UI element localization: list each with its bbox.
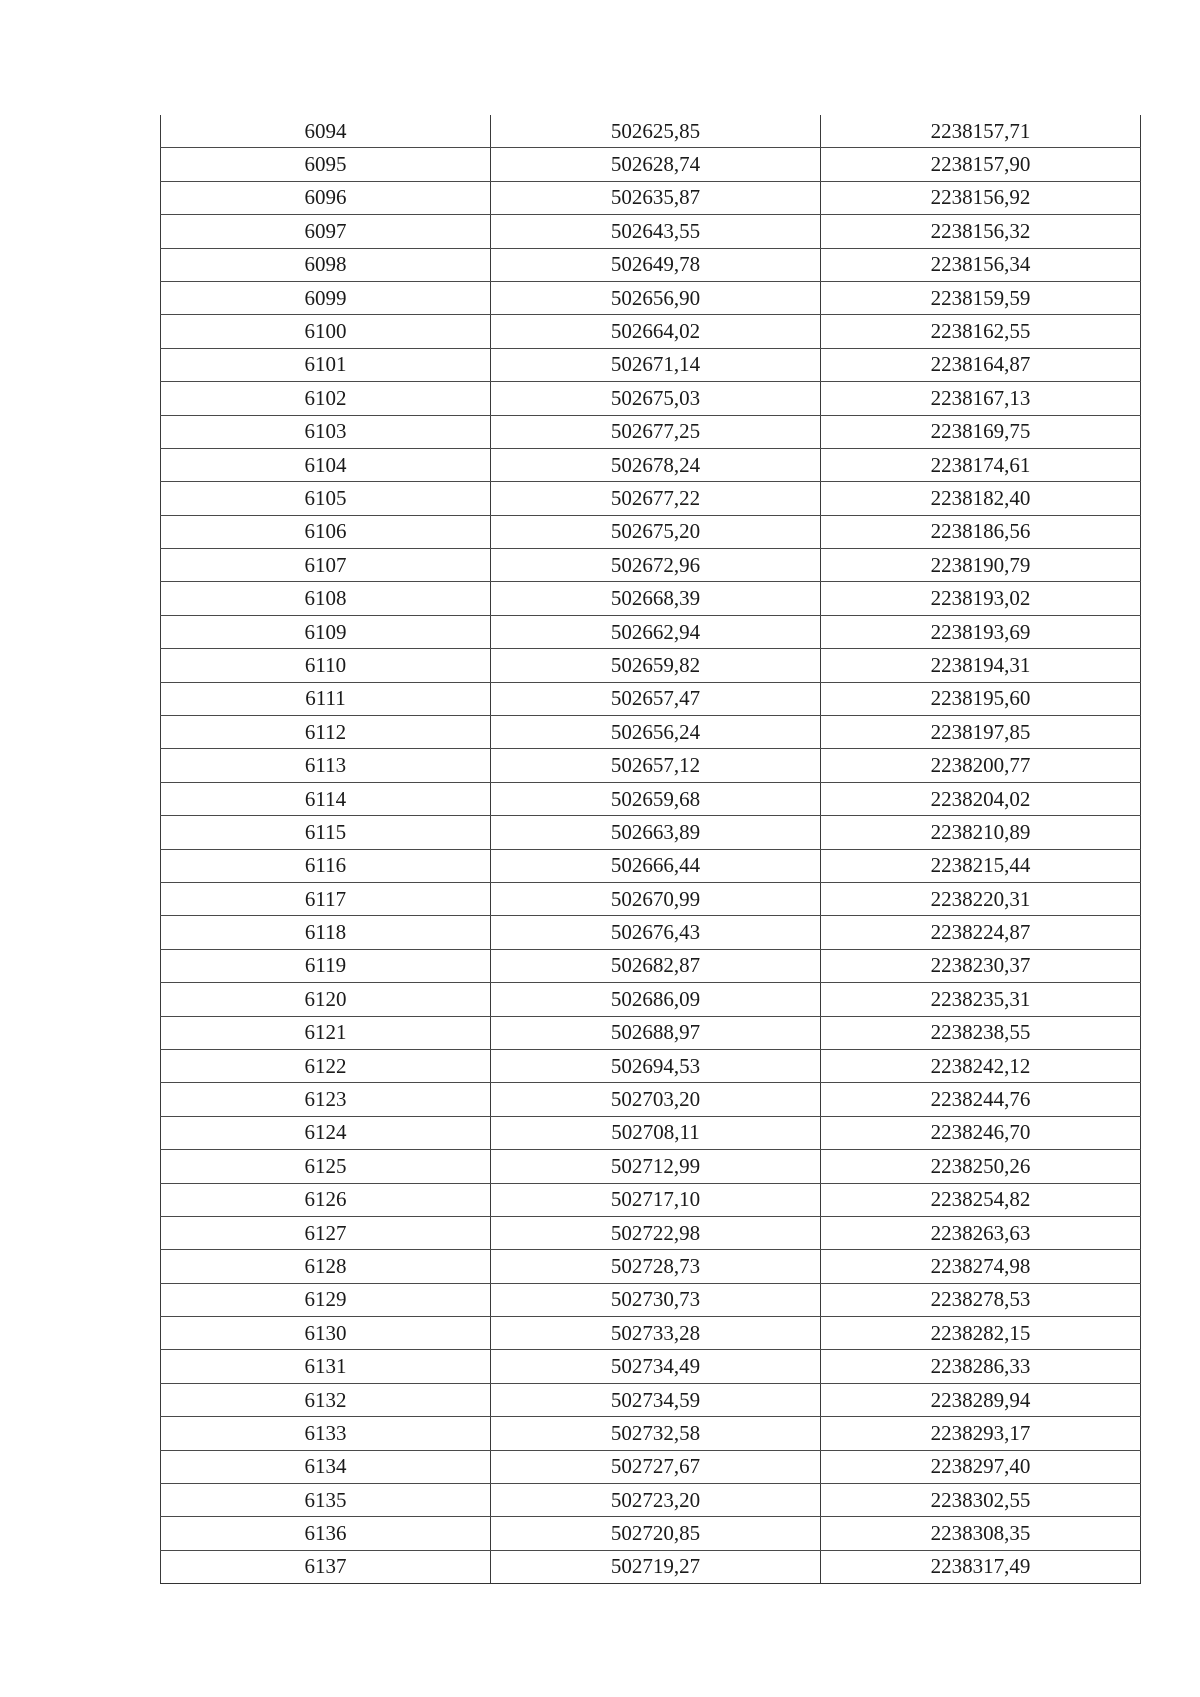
- x-coordinate-cell: 502671,14: [491, 348, 821, 381]
- point-number-cell: 6130: [161, 1317, 491, 1350]
- x-coordinate-cell: 502686,09: [491, 983, 821, 1016]
- table-row: [161, 1049, 1141, 1082]
- point-number-cell: 6105: [161, 482, 491, 515]
- x-coordinate-cell: 502625,85: [491, 115, 821, 148]
- y-coordinate-cell: 2238157,71: [821, 115, 1141, 148]
- x-coordinate-cell: 502730,73: [491, 1283, 821, 1316]
- x-coordinate-cell: 502659,82: [491, 649, 821, 682]
- table-row: [161, 582, 1141, 615]
- point-number-cell: 6113: [161, 749, 491, 782]
- x-coordinate-cell: 502656,24: [491, 716, 821, 749]
- point-number-cell: 6096: [161, 181, 491, 214]
- point-number-cell: 6111: [161, 682, 491, 715]
- point-number-cell: 6100: [161, 315, 491, 348]
- y-coordinate-cell: 2238190,79: [821, 549, 1141, 582]
- table-row: [161, 983, 1141, 1016]
- y-coordinate-cell: 2238164,87: [821, 348, 1141, 381]
- y-coordinate-cell: 2238159,59: [821, 281, 1141, 314]
- table-row: [161, 615, 1141, 648]
- point-number-cell: 6114: [161, 782, 491, 815]
- y-coordinate-cell: 2238156,34: [821, 248, 1141, 281]
- point-number-cell: 6106: [161, 515, 491, 548]
- point-number-cell: 6135: [161, 1484, 491, 1517]
- x-coordinate-cell: 502668,39: [491, 582, 821, 615]
- table-row: [161, 1350, 1141, 1383]
- x-coordinate-cell: 502672,96: [491, 549, 821, 582]
- point-number-cell: 6134: [161, 1450, 491, 1483]
- x-coordinate-cell: 502649,78: [491, 248, 821, 281]
- point-number-cell: 6112: [161, 716, 491, 749]
- x-coordinate-cell: 502666,44: [491, 849, 821, 882]
- point-number-cell: 6109: [161, 615, 491, 648]
- table-row: [161, 916, 1141, 949]
- y-coordinate-cell: 2238182,40: [821, 482, 1141, 515]
- point-number-cell: 6120: [161, 983, 491, 1016]
- x-coordinate-cell: 502659,68: [491, 782, 821, 815]
- y-coordinate-cell: 2238235,31: [821, 983, 1141, 1016]
- y-coordinate-cell: 2238286,33: [821, 1350, 1141, 1383]
- x-coordinate-cell: 502657,47: [491, 682, 821, 715]
- point-number-cell: 6127: [161, 1216, 491, 1249]
- point-number-cell: 6123: [161, 1083, 491, 1116]
- table-row: [161, 482, 1141, 515]
- table-row: [161, 782, 1141, 815]
- y-coordinate-cell: 2238317,49: [821, 1550, 1141, 1583]
- x-coordinate-cell: 502643,55: [491, 215, 821, 248]
- point-number-cell: 6132: [161, 1383, 491, 1416]
- point-number-cell: 6097: [161, 215, 491, 248]
- table-row: [161, 1216, 1141, 1249]
- coordinates-table: [160, 115, 1141, 1584]
- table-row: [161, 849, 1141, 882]
- point-number-cell: 6137: [161, 1550, 491, 1583]
- x-coordinate-cell: 502657,12: [491, 749, 821, 782]
- y-coordinate-cell: 2238263,63: [821, 1216, 1141, 1249]
- y-coordinate-cell: 2238250,26: [821, 1150, 1141, 1183]
- point-number-cell: 6107: [161, 549, 491, 582]
- y-coordinate-cell: 2238162,55: [821, 315, 1141, 348]
- table-row: [161, 148, 1141, 181]
- y-coordinate-cell: 2238193,02: [821, 582, 1141, 615]
- point-number-cell: 6104: [161, 448, 491, 481]
- x-coordinate-cell: 502734,49: [491, 1350, 821, 1383]
- table-row: [161, 1383, 1141, 1416]
- x-coordinate-cell: 502677,25: [491, 415, 821, 448]
- table-row: [161, 1317, 1141, 1350]
- y-coordinate-cell: 2238230,37: [821, 949, 1141, 982]
- point-number-cell: 6126: [161, 1183, 491, 1216]
- y-coordinate-cell: 2238186,56: [821, 515, 1141, 548]
- table-row: [161, 1150, 1141, 1183]
- point-number-cell: 6116: [161, 849, 491, 882]
- y-coordinate-cell: 2238210,89: [821, 816, 1141, 849]
- y-coordinate-cell: 2238200,77: [821, 749, 1141, 782]
- x-coordinate-cell: 502688,97: [491, 1016, 821, 1049]
- point-number-cell: 6118: [161, 916, 491, 949]
- table-row: [161, 448, 1141, 481]
- y-coordinate-cell: 2238195,60: [821, 682, 1141, 715]
- x-coordinate-cell: 502664,02: [491, 315, 821, 348]
- y-coordinate-cell: 2238278,53: [821, 1283, 1141, 1316]
- x-coordinate-cell: 502662,94: [491, 615, 821, 648]
- y-coordinate-cell: 2238174,61: [821, 448, 1141, 481]
- y-coordinate-cell: 2238220,31: [821, 882, 1141, 915]
- point-number-cell: 6119: [161, 949, 491, 982]
- x-coordinate-cell: 502708,11: [491, 1116, 821, 1149]
- y-coordinate-cell: 2238289,94: [821, 1383, 1141, 1416]
- point-number-cell: 6102: [161, 382, 491, 415]
- x-coordinate-cell: 502720,85: [491, 1517, 821, 1550]
- x-coordinate-cell: 502635,87: [491, 181, 821, 214]
- y-coordinate-cell: 2238246,70: [821, 1116, 1141, 1149]
- table-row: [161, 215, 1141, 248]
- x-coordinate-cell: 502675,03: [491, 382, 821, 415]
- y-coordinate-cell: 2238238,55: [821, 1016, 1141, 1049]
- table-row: [161, 1517, 1141, 1550]
- table-row: [161, 949, 1141, 982]
- y-coordinate-cell: 2238242,12: [821, 1049, 1141, 1082]
- y-coordinate-cell: 2238297,40: [821, 1450, 1141, 1483]
- y-coordinate-cell: 2238215,44: [821, 849, 1141, 882]
- y-coordinate-cell: 2238197,85: [821, 716, 1141, 749]
- y-coordinate-cell: 2238254,82: [821, 1183, 1141, 1216]
- x-coordinate-cell: 502703,20: [491, 1083, 821, 1116]
- point-number-cell: 6131: [161, 1350, 491, 1383]
- table-row: [161, 1450, 1141, 1483]
- table-row: [161, 1183, 1141, 1216]
- point-number-cell: 6115: [161, 816, 491, 849]
- table-row: [161, 1550, 1141, 1583]
- table-row: [161, 549, 1141, 582]
- point-number-cell: 6101: [161, 348, 491, 381]
- table-row: [161, 1250, 1141, 1283]
- table-row: [161, 1116, 1141, 1149]
- table-row: [161, 1484, 1141, 1517]
- x-coordinate-cell: 502670,99: [491, 882, 821, 915]
- table-row: [161, 1417, 1141, 1450]
- table-row: [161, 248, 1141, 281]
- table-row: [161, 181, 1141, 214]
- x-coordinate-cell: 502678,24: [491, 448, 821, 481]
- table-row: [161, 649, 1141, 682]
- table-row: [161, 315, 1141, 348]
- y-coordinate-cell: 2238282,15: [821, 1317, 1141, 1350]
- y-coordinate-cell: 2238308,35: [821, 1517, 1141, 1550]
- y-coordinate-cell: 2238167,13: [821, 382, 1141, 415]
- y-coordinate-cell: 2238204,02: [821, 782, 1141, 815]
- y-coordinate-cell: 2238293,17: [821, 1417, 1141, 1450]
- x-coordinate-cell: 502694,53: [491, 1049, 821, 1082]
- x-coordinate-cell: 502656,90: [491, 281, 821, 314]
- table-row: [161, 1083, 1141, 1116]
- y-coordinate-cell: 2238224,87: [821, 916, 1141, 949]
- x-coordinate-cell: 502733,28: [491, 1317, 821, 1350]
- x-coordinate-cell: 502675,20: [491, 515, 821, 548]
- point-number-cell: 6110: [161, 649, 491, 682]
- table-row: [161, 281, 1141, 314]
- y-coordinate-cell: 2238169,75: [821, 415, 1141, 448]
- table-row: [161, 882, 1141, 915]
- point-number-cell: 6095: [161, 148, 491, 181]
- x-coordinate-cell: 502717,10: [491, 1183, 821, 1216]
- x-coordinate-cell: 502677,22: [491, 482, 821, 515]
- table-row: [161, 348, 1141, 381]
- table-row: [161, 1016, 1141, 1049]
- point-number-cell: 6128: [161, 1250, 491, 1283]
- y-coordinate-cell: 2238193,69: [821, 615, 1141, 648]
- table-row: [161, 115, 1141, 148]
- table-row: [161, 415, 1141, 448]
- table-row: [161, 682, 1141, 715]
- x-coordinate-cell: 502723,20: [491, 1484, 821, 1517]
- y-coordinate-cell: 2238156,32: [821, 215, 1141, 248]
- x-coordinate-cell: 502732,58: [491, 1417, 821, 1450]
- point-number-cell: 6125: [161, 1150, 491, 1183]
- point-number-cell: 6133: [161, 1417, 491, 1450]
- point-number-cell: 6098: [161, 248, 491, 281]
- point-number-cell: 6136: [161, 1517, 491, 1550]
- y-coordinate-cell: 2238156,92: [821, 181, 1141, 214]
- point-number-cell: 6122: [161, 1049, 491, 1082]
- table-row: [161, 1283, 1141, 1316]
- point-number-cell: 6103: [161, 415, 491, 448]
- x-coordinate-cell: 502728,73: [491, 1250, 821, 1283]
- table-row: [161, 515, 1141, 548]
- point-number-cell: 6094: [161, 115, 491, 148]
- table-row: [161, 716, 1141, 749]
- point-number-cell: 6121: [161, 1016, 491, 1049]
- x-coordinate-cell: 502712,99: [491, 1150, 821, 1183]
- point-number-cell: 6099: [161, 281, 491, 314]
- table-row: [161, 816, 1141, 849]
- x-coordinate-cell: 502628,74: [491, 148, 821, 181]
- x-coordinate-cell: 502722,98: [491, 1216, 821, 1249]
- x-coordinate-cell: 502663,89: [491, 816, 821, 849]
- x-coordinate-cell: 502676,43: [491, 916, 821, 949]
- point-number-cell: 6108: [161, 582, 491, 615]
- y-coordinate-cell: 2238157,90: [821, 148, 1141, 181]
- x-coordinate-cell: 502682,87: [491, 949, 821, 982]
- y-coordinate-cell: 2238302,55: [821, 1484, 1141, 1517]
- x-coordinate-cell: 502719,27: [491, 1550, 821, 1583]
- table-row: [161, 382, 1141, 415]
- point-number-cell: 6129: [161, 1283, 491, 1316]
- x-coordinate-cell: 502734,59: [491, 1383, 821, 1416]
- point-number-cell: 6124: [161, 1116, 491, 1149]
- y-coordinate-cell: 2238194,31: [821, 649, 1141, 682]
- point-number-cell: 6117: [161, 882, 491, 915]
- coordinates-table-body: [161, 115, 1141, 1584]
- y-coordinate-cell: 2238274,98: [821, 1250, 1141, 1283]
- x-coordinate-cell: 502727,67: [491, 1450, 821, 1483]
- y-coordinate-cell: 2238244,76: [821, 1083, 1141, 1116]
- table-row: [161, 749, 1141, 782]
